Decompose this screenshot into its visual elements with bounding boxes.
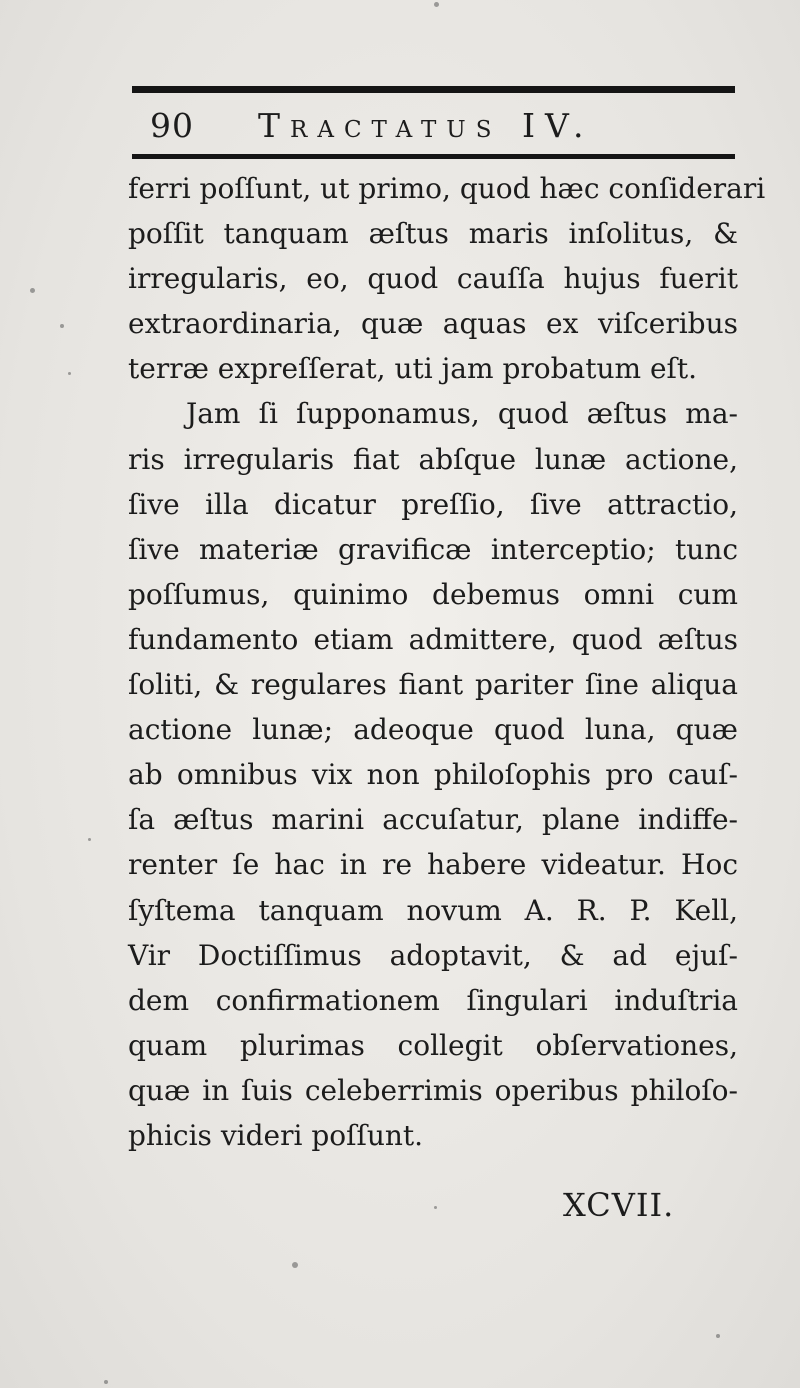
text-line: poſſumus, quinimo debemus omni cum <box>128 577 738 611</box>
text-line: dem confirmationem ſingulari induſtria <box>128 983 738 1017</box>
paper-speck <box>434 1206 437 1209</box>
text-line: ab omnibus vix non philoſophis pro cauſ- <box>128 758 738 792</box>
text-line: irregularis, eo, quod cauſſa hujus fuerit <box>128 262 738 296</box>
text-line: ſive illa dicatur preſſio, ſive attractio, <box>128 487 738 521</box>
running-title: Tractatus IV. <box>258 106 594 145</box>
catchword: XCVII. <box>563 1186 675 1224</box>
text-line: phicis videri poſſunt. <box>128 1118 424 1152</box>
text-line: fundamento etiam admittere, quod æſtus <box>128 622 738 656</box>
paper-speck <box>68 372 71 375</box>
text-line: quæ in ſuis celeberrimis operibus philoſo- <box>128 1073 738 1107</box>
paper-speck <box>434 2 439 7</box>
text-line: ſyſtema tanquam novum A. R. P. Kell, <box>128 893 738 927</box>
text-line: Jam ſi ſupponamus, quod æſtus ma- <box>186 397 738 431</box>
header-rule-bottom <box>132 154 735 159</box>
text-line: renter ſe hac in re habere videatur. Hoc <box>128 848 738 882</box>
text-line: ſoliti, & regulares fiant pariter ſine aliqua <box>128 668 738 702</box>
running-head <box>132 100 735 146</box>
paper-speck <box>30 288 35 293</box>
text-line: poſſit tanquam æſtus maris inſolitus, & <box>128 217 738 251</box>
text-line: ris irregularis fiat abſque lunæ actione, <box>128 442 738 476</box>
body-text <box>128 166 766 1158</box>
text-line: ferri poſſunt, ut primo, quod hæc conſiderari <box>128 172 766 205</box>
paper-speck <box>716 1334 720 1338</box>
paper-speck <box>60 324 64 328</box>
text-line: terræ expreſſerat, uti jam probatum eſt. <box>128 352 698 386</box>
paper-speck <box>292 1262 298 1268</box>
paper-speck <box>104 1380 108 1384</box>
text-line: extraordinaria, quæ aquas ex viſceribus <box>128 307 738 341</box>
text-line: Vir Doctiſſimus adoptavit, & ad ejuſ- <box>128 938 738 972</box>
header-rule-top <box>132 86 735 93</box>
text-line: actione lunæ; adeoque quod luna, quæ <box>128 713 738 747</box>
text-line: ſa æſtus marini accuſatur, plane indiffe- <box>128 803 738 837</box>
paper-speck <box>88 838 91 841</box>
text-line: quam plurimas collegit obſervationes, <box>128 1028 738 1062</box>
page-number: 90 <box>150 106 194 145</box>
text-line: ſive materiæ gravificæ interceptio; tunc <box>128 532 738 566</box>
